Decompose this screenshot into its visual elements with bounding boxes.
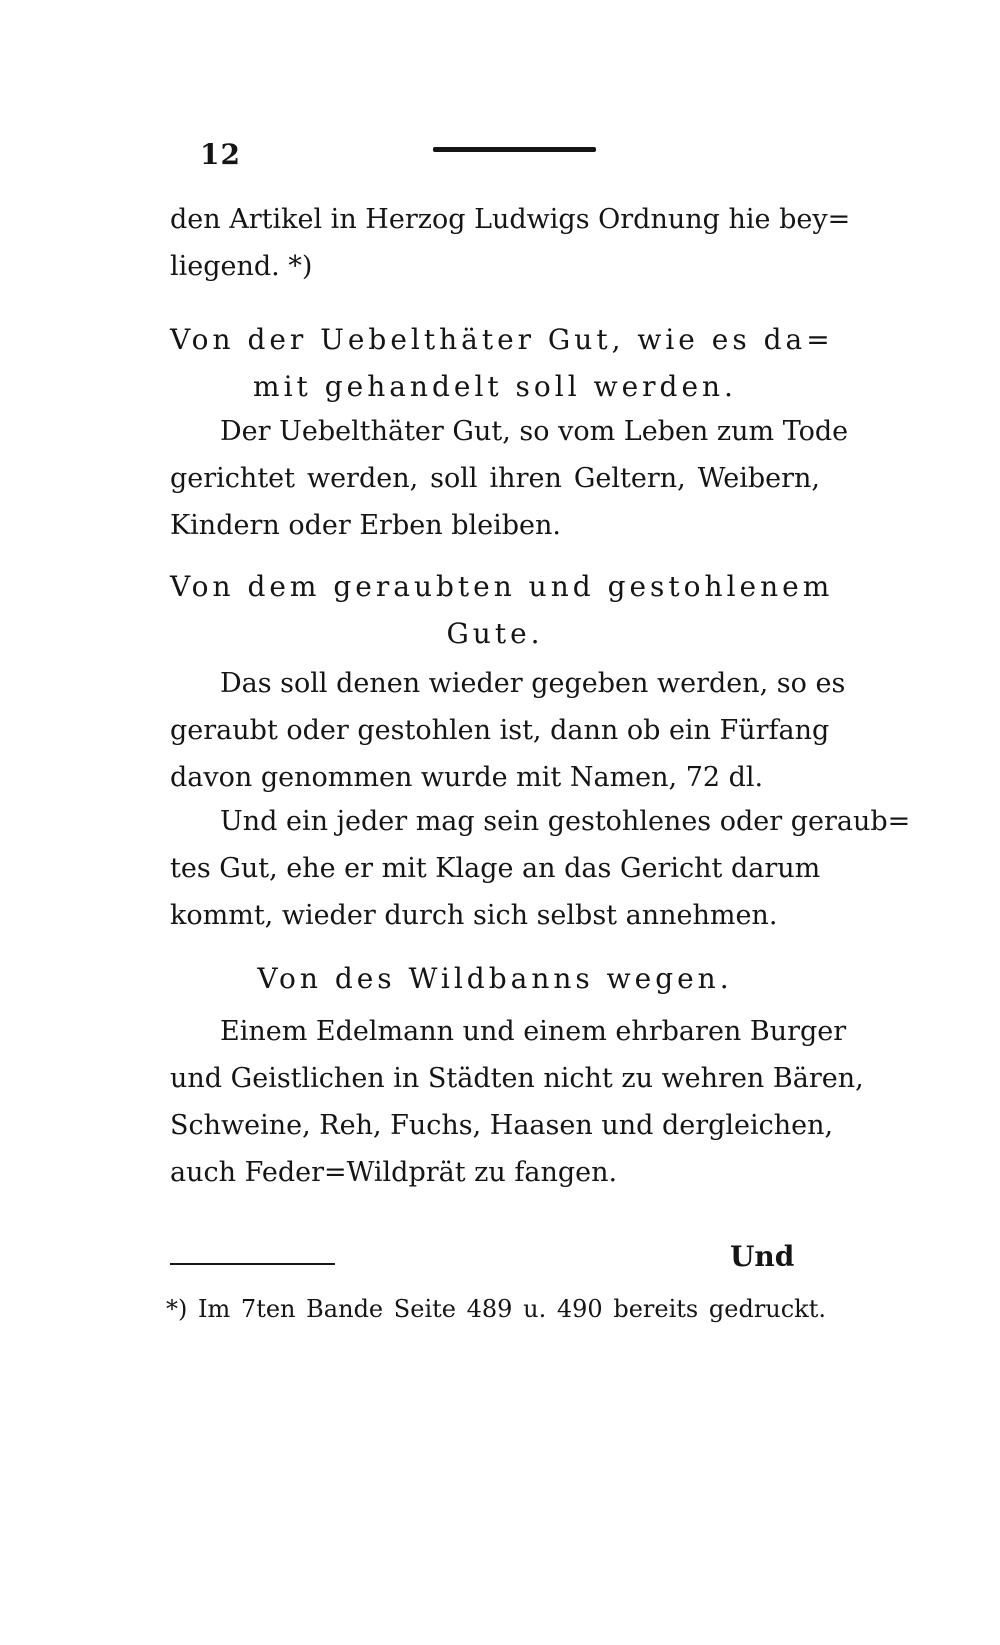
text-line: gerichtet werden, soll ihren Geltern, Weibern,	[170, 463, 820, 494]
text-line: tes Gut, ehe er mit Klage an das Gericht darum	[170, 853, 821, 884]
heading-line: Von des Wildbanns wegen.	[257, 962, 733, 995]
text-line: Der Uebelthäter Gut, so vom Leben zum Tode	[220, 416, 849, 447]
text-line: und Geistlichen in Städten nicht zu wehren Bären,	[170, 1063, 864, 1094]
heading-line: Gute.	[446, 617, 544, 650]
text-line: auch Feder=Wildprät zu fangen.	[170, 1157, 618, 1188]
heading-line: Von dem geraubten und gestohlenem	[170, 570, 834, 603]
text-line: kommt, wieder durch sich selbst annehmen.	[170, 900, 778, 931]
text-line: Schweine, Reh, Fuchs, Haasen und dergleichen,	[170, 1110, 834, 1141]
footnote: *) Im 7ten Bande Seite 489 u. 490 bereits gedruckt.	[166, 1295, 826, 1323]
text-line: davon genommen wurde mit Namen, 72 dl.	[170, 762, 764, 793]
section-heading-wildbann	[170, 955, 820, 1002]
text-line: Einem Edelmann und einem ehrbaren Burger	[220, 1016, 847, 1047]
footnote-rule	[170, 1263, 335, 1265]
catchword: Und	[730, 1240, 795, 1273]
intro-paragraph	[170, 196, 851, 290]
text-line: Und ein jeder mag sein gestohlenes oder geraub=	[220, 806, 911, 837]
heading-line: Von der Uebelthäter Gut, wie es da=	[170, 323, 834, 356]
section-heading-geraubt	[170, 563, 834, 657]
text-line: liegend. *)	[170, 251, 313, 282]
section1-paragraph	[170, 408, 849, 549]
section2-paragraph-2	[170, 798, 911, 939]
section2-paragraph-1	[170, 660, 846, 801]
section3-paragraph	[170, 1008, 864, 1196]
page-number: 12	[200, 138, 241, 171]
text-line: geraubt oder gestohlen ist, dann ob ein Fürfang	[170, 715, 830, 746]
header-rule	[433, 147, 596, 152]
section-heading-uebelthaeter	[170, 316, 834, 410]
heading-line: mit gehandelt soll werden.	[253, 370, 737, 403]
text-line: den Artikel in Herzog Ludwigs Ordnung hie bey=	[170, 204, 851, 235]
text-line: Kindern oder Erben bleiben.	[170, 510, 561, 541]
text-line: Das soll denen wieder gegeben werden, so es	[220, 668, 846, 699]
